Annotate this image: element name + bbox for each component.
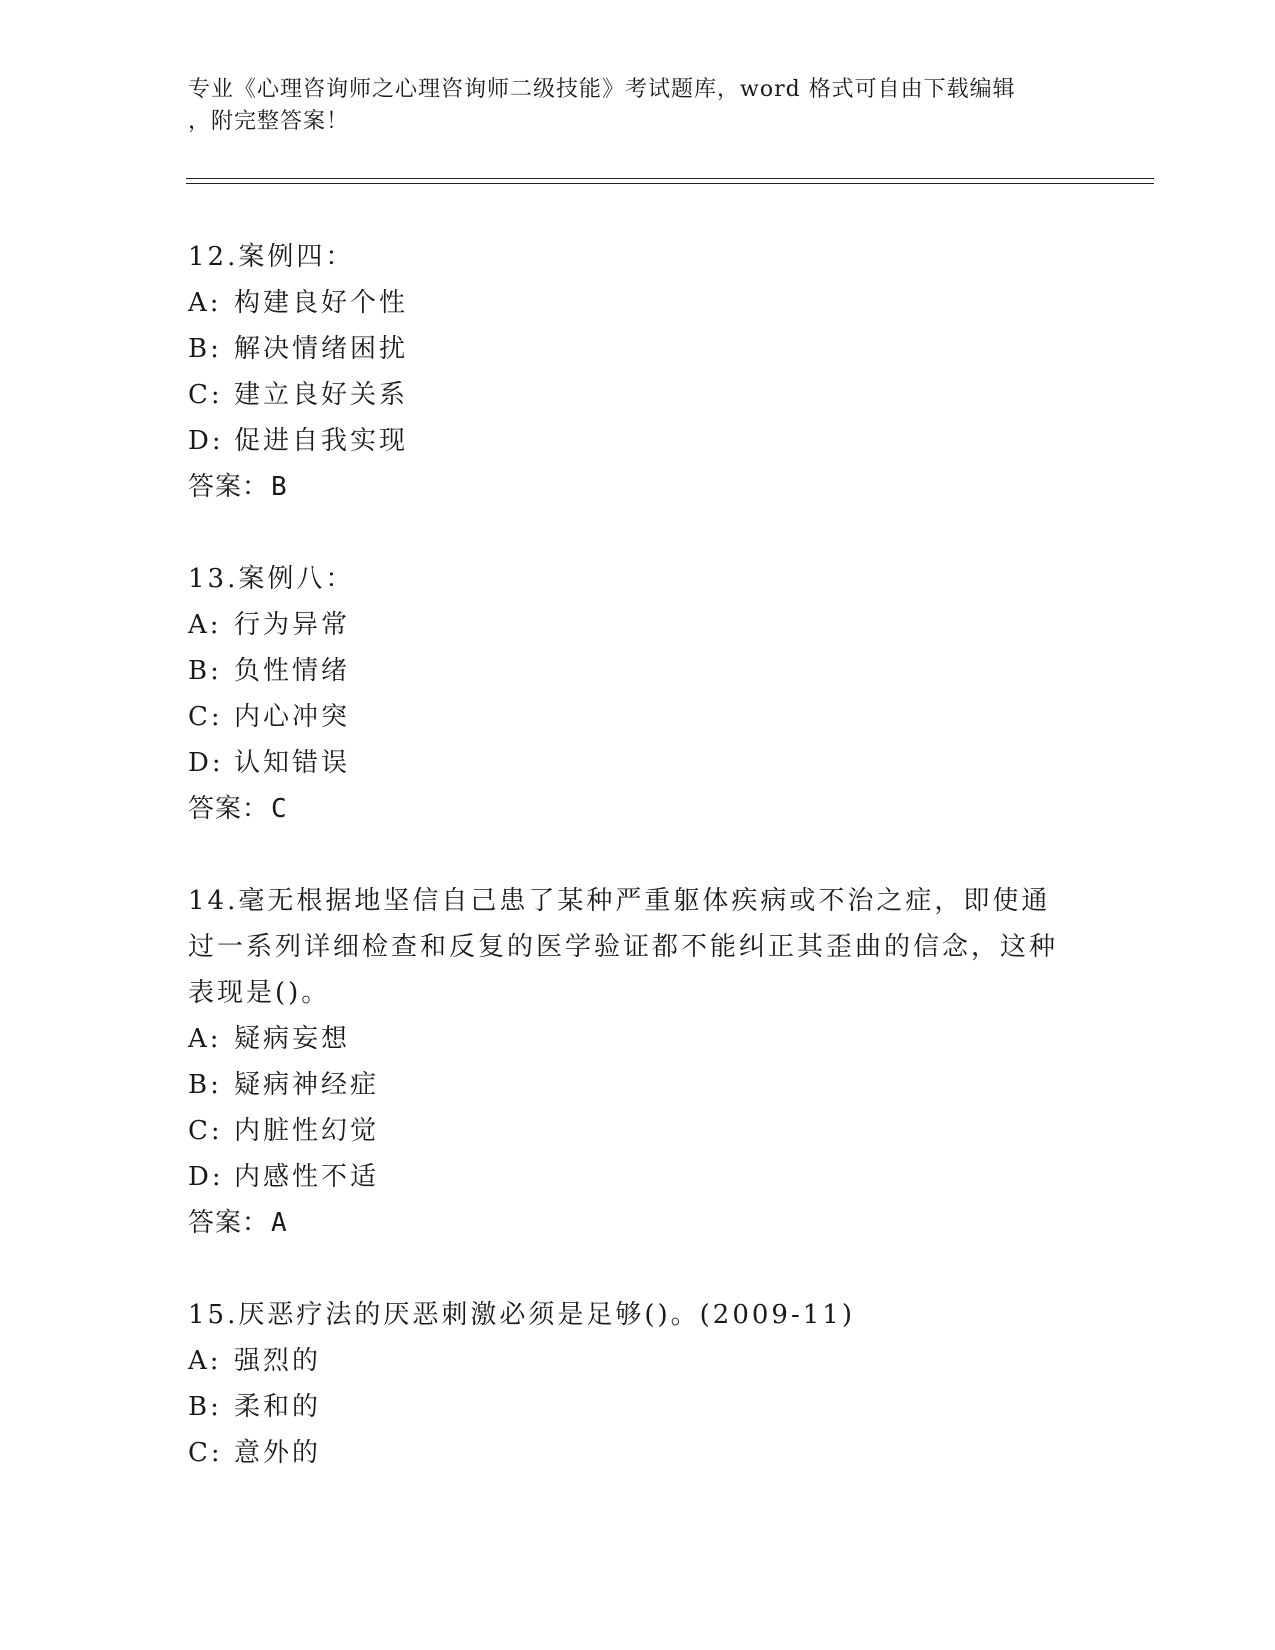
answer-label: 答案： [188, 472, 270, 502]
option-text: 认知错误 [234, 748, 351, 778]
option-b [188, 648, 1088, 694]
option-text: 促进自我实现 [234, 426, 409, 456]
answer-value: C [271, 794, 287, 824]
header-divider-bottom [186, 183, 1154, 184]
option-text: 疑病妄想 [234, 1024, 351, 1054]
header-divider-top [186, 178, 1154, 179]
option-text: 内脏性幻觉 [234, 1116, 380, 1146]
option-letter: B: [188, 1070, 222, 1100]
option-a [188, 1016, 1088, 1062]
option-d [188, 1154, 1088, 1200]
option-c [188, 694, 1088, 740]
option-text: 内感性不适 [234, 1162, 380, 1192]
option-letter: C: [188, 702, 223, 732]
option-letter: B: [188, 656, 222, 686]
option-letter: C: [188, 1116, 223, 1146]
option-text: 建立良好关系 [234, 380, 409, 410]
option-letter: A: [188, 288, 222, 318]
option-text: 柔和的 [234, 1392, 322, 1422]
header-line-2: ，附完整答案！ [188, 109, 350, 134]
question-15 [188, 1292, 1088, 1476]
option-a [188, 1338, 1088, 1384]
document-header [188, 74, 1088, 138]
answer-value: B [271, 472, 287, 502]
question-stem: 15.厌恶疗法的厌恶刺激必须是足够()。(2009-11) [188, 1300, 855, 1330]
question-14 [188, 878, 1088, 1246]
option-text: 内心冲突 [234, 702, 351, 732]
option-text: 解决情绪困扰 [234, 334, 409, 364]
option-d [188, 418, 1088, 464]
option-c [188, 1430, 1088, 1476]
answer-label: 答案： [188, 794, 270, 824]
answer-line [188, 1200, 1088, 1246]
option-a [188, 602, 1088, 648]
answer-line [188, 464, 1088, 510]
option-letter: A: [188, 1024, 222, 1054]
option-text: 行为异常 [234, 610, 351, 640]
header-line-1: 专业《心理咨询师之心理咨询师二级技能》考试题库，word 格式可自由下载编辑 [188, 77, 1016, 102]
question-stem: 13.案例八： [188, 564, 355, 594]
option-b [188, 326, 1088, 372]
question-13 [188, 556, 1088, 832]
question-stem: 14.毫无根据地坚信自己患了某种严重躯体疾病或不治之症，即使通过一系列详细检查和反复的医学验证都不能纠正其歪曲的信念，这种表现是()。 [188, 886, 1059, 1008]
option-letter: D: [188, 748, 224, 778]
option-letter: C: [188, 1438, 223, 1468]
option-text: 疑病神经症 [234, 1070, 380, 1100]
option-a [188, 280, 1088, 326]
option-letter: A: [188, 610, 222, 640]
option-letter: D: [188, 426, 224, 456]
question-list [188, 234, 1088, 1522]
option-c [188, 1108, 1088, 1154]
option-text: 意外的 [234, 1438, 322, 1468]
answer-value: A [271, 1208, 287, 1238]
option-b [188, 1384, 1088, 1430]
answer-line [188, 786, 1088, 832]
option-letter: C: [188, 380, 223, 410]
option-letter: B: [188, 334, 222, 364]
option-d [188, 740, 1088, 786]
option-c [188, 372, 1088, 418]
option-text: 强烈的 [234, 1346, 322, 1376]
option-text: 负性情绪 [234, 656, 351, 686]
question-12 [188, 234, 1088, 510]
option-text: 构建良好个性 [234, 288, 409, 318]
answer-label: 答案： [188, 1208, 270, 1238]
option-letter: B: [188, 1392, 222, 1422]
option-letter: D: [188, 1162, 224, 1192]
option-b [188, 1062, 1088, 1108]
option-letter: A: [188, 1346, 222, 1376]
question-stem: 12.案例四： [188, 242, 355, 272]
